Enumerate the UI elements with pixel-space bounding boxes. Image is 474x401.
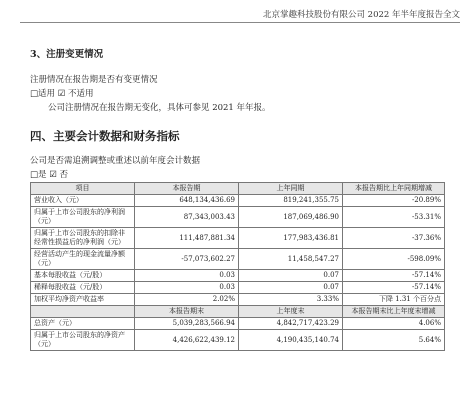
table-row: [31, 195, 445, 207]
cell-value: 819,241,355.75: [239, 195, 343, 207]
cell-value: -37.36%: [343, 228, 445, 249]
column-header: 项目: [31, 183, 135, 195]
row-label: 归属于上市公司股东的净利润（元）: [31, 207, 135, 228]
row-label: 归属于上市公司股东的净资产（元）: [31, 330, 135, 351]
table-row: [31, 228, 445, 249]
cell-value: 4,426,622,439.12: [135, 330, 239, 351]
table-row: [31, 318, 445, 330]
section4-heading: 四、主要会计数据和财务指标: [30, 129, 180, 143]
column-header: [31, 306, 135, 318]
cell-value: 177,983,436.81: [239, 228, 343, 249]
column-header: 上年同期: [239, 183, 343, 195]
cell-value: 3.33%: [239, 294, 343, 306]
cell-value: 5,039,283,566.94: [135, 318, 239, 330]
cell-value: 87,343,003.43: [135, 207, 239, 228]
row-label: 总资产（元）: [31, 318, 135, 330]
cell-value: 2.02%: [135, 294, 239, 306]
cell-value: -53.31%: [343, 207, 445, 228]
column-header: 上年度末: [239, 306, 343, 318]
section3-heading: 3、注册变更情况: [30, 49, 104, 60]
cell-value: 4,190,435,140.74: [239, 330, 343, 351]
table-row: [31, 282, 445, 294]
report-header-title: 北京掌趣科技股份有限公司 2022 年半年度报告全文: [262, 10, 460, 20]
table-row: [31, 207, 445, 228]
section3-note: 公司注册情况在报告期无变化，具体可参见 2021 年年报。: [48, 103, 271, 113]
table-row: [31, 294, 445, 306]
table-row: [31, 330, 445, 351]
section4-option: □是 ☑ 否: [30, 170, 69, 180]
cell-value: 0.03: [135, 270, 239, 282]
header-divider: [20, 22, 460, 23]
cell-value: 0.07: [239, 282, 343, 294]
cell-value: -57.14%: [343, 270, 445, 282]
row-label: 归属于上市公司股东的扣除非经常性损益后的净利润（元）: [31, 228, 135, 249]
cell-value: -598.09%: [343, 249, 445, 270]
cell-value: 0.03: [135, 282, 239, 294]
row-label: 基本每股收益（元/股）: [31, 270, 135, 282]
financial-data-table: [30, 182, 445, 351]
table-row: [31, 270, 445, 282]
table-header-row: [31, 183, 445, 195]
cell-value: 4.06%: [343, 318, 445, 330]
cell-value: 5.64%: [343, 330, 445, 351]
column-header: 本报告期比上年同期增减: [343, 183, 445, 195]
section3-option: □适用 ☑ 不适用: [30, 89, 94, 99]
cell-value: 187,069,486.90: [239, 207, 343, 228]
section4-question: 公司是否需追溯调整或重述以前年度会计数据: [30, 156, 201, 166]
table-subheader-row: [31, 306, 445, 318]
row-label: 营业收入（元）: [31, 195, 135, 207]
cell-value: 0.07: [239, 270, 343, 282]
cell-value: 下降 1.31 个百分点: [343, 294, 445, 306]
row-label: 稀释每股收益（元/股）: [31, 282, 135, 294]
cell-value: 11,458,547.27: [239, 249, 343, 270]
cell-value: -20.89%: [343, 195, 445, 207]
cell-value: 111,487,881.34: [135, 228, 239, 249]
cell-value: -57.14%: [343, 282, 445, 294]
cell-value: -57,073,602.27: [135, 249, 239, 270]
column-header: 本报告期: [135, 183, 239, 195]
cell-value: 648,134,436.69: [135, 195, 239, 207]
row-label: 经营活动产生的现金流量净额（元）: [31, 249, 135, 270]
cell-value: 4,842,717,423.29: [239, 318, 343, 330]
row-label: 加权平均净资产收益率: [31, 294, 135, 306]
column-header: 本报告期末比上年度末增减: [343, 306, 445, 318]
column-header: 本报告期末: [135, 306, 239, 318]
table-row: [31, 249, 445, 270]
section3-question: 注册情况在报告期是否有变更情况: [30, 75, 158, 85]
